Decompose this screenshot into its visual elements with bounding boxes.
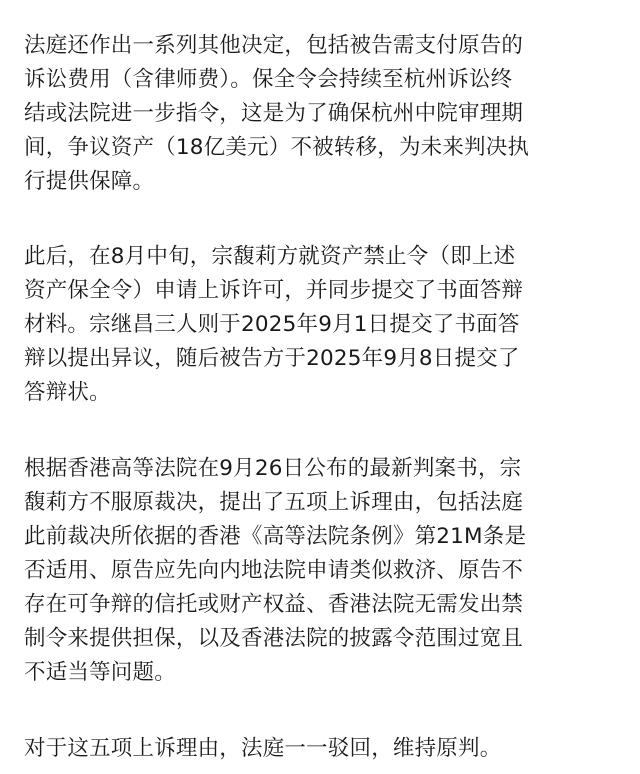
text-line: 根据香港高等法院在9月26日公布的最新判案书，宗 [24, 456, 522, 481]
text-line: 不适当等问题。 [24, 660, 176, 685]
text-line: 存在可争辩的信托或财产权益、香港法院无需发出禁 [24, 592, 524, 617]
text-line: 法庭还作出一系列其他决定，包括被告需支付原告的 [24, 33, 524, 58]
text-line: 结或法院进一步指令，这是为了确保杭州中院审理期 [24, 101, 524, 126]
text-line: 制令来提供担保，以及香港法院的披露令范围过宽且 [24, 626, 524, 651]
text-line: 资产保全令）申请上诉许可，并同步提交了书面答辩 [24, 278, 524, 303]
text-line: 此前裁决所依据的香港《高等法院条例》第21M条是 [24, 524, 527, 549]
text-line: 辩以提出异议，随后被告方于2025年9月8日提交了 [24, 346, 520, 371]
text-line: 行提供保障。 [24, 169, 155, 194]
text-line: 否适用、原告应先向内地法院申请类似救济、原告不 [24, 558, 524, 583]
text-line: 材料。宗继昌三人则于2025年9月1日提交了书面答 [24, 312, 520, 337]
text-line: 馥莉方不服原裁决，提出了五项上诉理由，包括法庭 [24, 490, 524, 515]
text-line: 答辩状。 [24, 380, 111, 405]
text-line: 此后，在8月中旬，宗馥莉方就资产禁止令（即上述 [24, 244, 516, 269]
text-line: 诉讼费用（含律师费）。保全令会持续至杭州诉讼终 [24, 67, 513, 92]
text-line: 间，争议资产（18亿美元）不被转移，为未来判决执 [24, 135, 530, 160]
text-line: 对于这五项上诉理由，法庭一一驳回，维持原判。 [24, 736, 502, 761]
